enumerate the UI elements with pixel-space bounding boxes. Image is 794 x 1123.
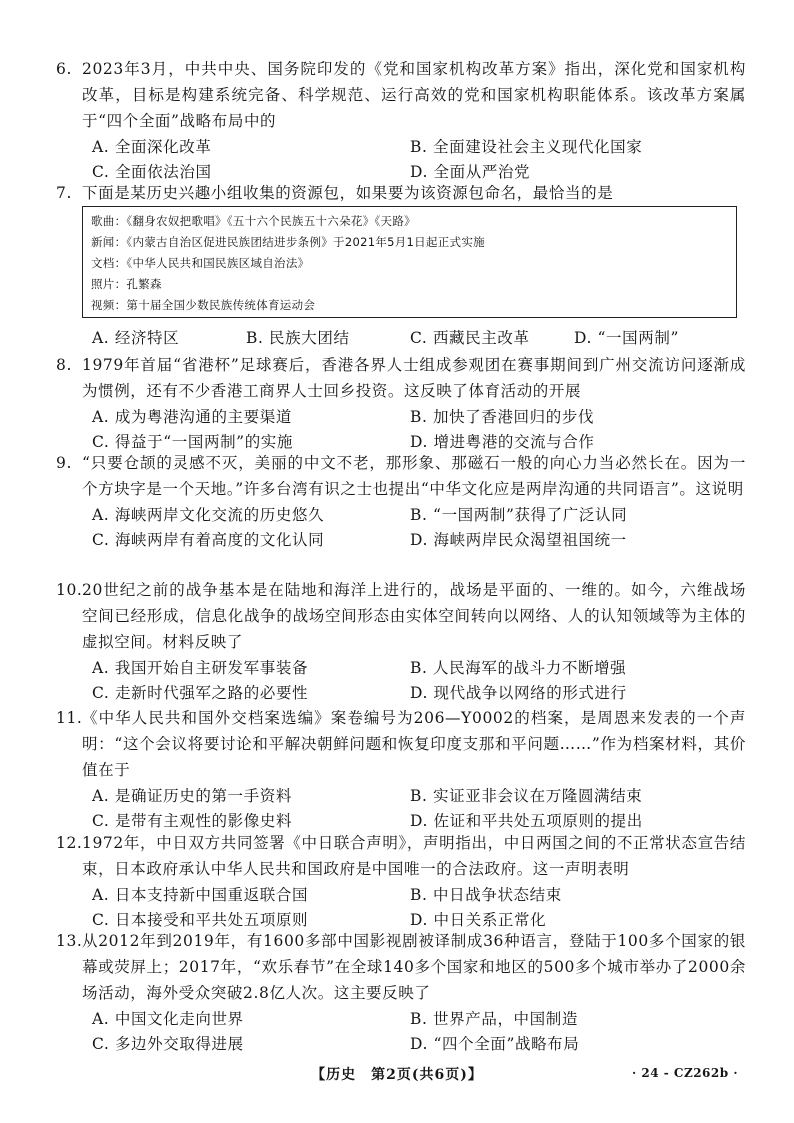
question-text: 《中华人民共和国外交档案选编》案卷编号为206—Y0002的档案，是周恩来发表的一个声明：“这个会议将要讨论和平解决朝鲜问题和恢复印度支那和平问题……”作为档案材料，其价值在于	[82, 709, 746, 779]
question-number: 9.	[56, 454, 72, 472]
question-text: 1972年，中日双方共同签署《中日联合声明》，声明指出，中日两国之间的不正常状态宣告结束，日本政府承认中华人民共和国政府是中国唯一的合法政府。这一声明表明	[82, 834, 746, 878]
resource-line-songs: 歌曲：《翻身农奴把歌唱》《五十六个民族五十六朵花》《天路》	[91, 214, 416, 228]
options	[0, 502, 794, 552]
question-6	[0, 56, 794, 184]
option-c[interactable]: C. 全面依法治国	[92, 163, 212, 181]
page-footer-label: 【历史 第2页(共6页)】	[311, 1067, 483, 1083]
options	[0, 134, 794, 184]
option-b[interactable]: B. 全面建设社会主义现代化国家	[410, 138, 643, 156]
question-stem	[56, 928, 746, 1006]
option-a[interactable]: A. 是确证历史的第一手资料	[92, 787, 292, 805]
exam-code: · 24 - CZ262b ·	[632, 1066, 738, 1080]
option-c[interactable]: C. 走新时代强军之路的必要性	[92, 684, 309, 702]
options	[0, 655, 794, 705]
options	[0, 325, 794, 351]
question-12	[0, 830, 794, 932]
question-number: 12.	[56, 834, 83, 852]
option-b[interactable]: B. 实证亚非会议在万隆圆满结束	[410, 787, 643, 805]
question-10	[0, 577, 794, 705]
option-a[interactable]: A. 中国文化走向世界	[92, 1010, 244, 1028]
resource-line-news: 新闻：《内蒙古自治区促进民族团结进步条例》于2021年5月1日起正式实施	[91, 235, 485, 249]
option-a[interactable]: A. 日本支持新中国重返联合国	[92, 886, 309, 904]
options	[0, 882, 794, 932]
options	[0, 404, 794, 454]
question-number: 13.	[56, 932, 83, 950]
question-number: 8.	[56, 356, 72, 374]
question-stem	[56, 830, 746, 882]
option-a[interactable]: A. 成为粤港沟通的主要渠道	[92, 408, 292, 426]
question-text: 20世纪之前的战争基本是在陆地和海洋上进行的，战场是平面的、一维的。如今，六维战场空间已经形成，信息化战争的战场空间形态由实体空间转向以网络、人的认知领域等为主体的虚拟空间。材料反映了	[82, 581, 746, 651]
option-a[interactable]: A. 全面深化改革	[92, 138, 212, 156]
option-b[interactable]: B. 加快了香港回归的步伐	[410, 408, 595, 426]
question-number: 11.	[56, 709, 83, 727]
question-7	[0, 180, 794, 206]
resource-line-docs: 文档：《中华人民共和国民族区域自治法》	[91, 256, 310, 270]
question-text: 2023年3月，中共中央、国务院印发的《党和国家机构改革方案》指出，深化党和国家机构改革，目标是构建系统完备、科学规范、运行高效的党和国家机构职能体系。该改革方案属于“四个全面”战略布局中的	[82, 60, 746, 130]
option-d[interactable]: D. 增进粤港的交流与合作	[410, 433, 595, 451]
option-d[interactable]: D. 佐证和平共处五项原则的提出	[410, 812, 643, 830]
question-11	[0, 705, 794, 833]
resource-line-video: 视频：第十届全国少数民族传统体育运动会	[91, 298, 316, 312]
option-d[interactable]: D. 现代战争以网络的形式进行	[410, 684, 627, 702]
question-text: 1979年首届“省港杯”足球赛后，香港各界人士组成参观团在赛事期间到广州交流访问逐渐成为惯例，还有不少香港工商界人士回乡投资。这反映了体育活动的开展	[82, 356, 746, 400]
option-b[interactable]: B. “一国两制”获得了广泛认同	[410, 506, 628, 524]
question-number: 10.	[56, 581, 83, 599]
option-b[interactable]: B. 民族大团结	[246, 329, 350, 347]
option-c[interactable]: C. 得益于“一国两制”的实施	[92, 433, 294, 451]
option-a[interactable]: A. 海峡两岸文化交流的历史悠久	[92, 506, 325, 524]
question-8	[0, 352, 794, 454]
question-text: “只要仓颉的灵感不灭，美丽的中文不老，那形象、那磁石一般的向心力当必然长在。因为一个方块字是一个天地。”许多台湾有识之士也提出“中华文化应是两岸沟通的共同语言”。这说明	[82, 454, 746, 498]
question-text: 下面是某历史兴趣小组收集的资源包，如果要为该资源包命名，最恰当的是	[82, 184, 614, 202]
question-number: 7.	[56, 184, 72, 202]
question-stem	[56, 180, 746, 206]
option-d[interactable]: D. 全面从严治党	[410, 163, 531, 181]
option-c[interactable]: C. 西藏民主改革	[410, 329, 530, 347]
option-d[interactable]: D. 海峡两岸民众渴望祖国统一	[410, 531, 627, 549]
resource-line-photo: 照片：孔繁森	[91, 277, 162, 291]
option-c[interactable]: C. 海峡两岸有着高度的文化认同	[92, 531, 325, 549]
question-9	[0, 450, 794, 552]
options	[0, 1006, 794, 1056]
question-text: 从2012年到2019年，有1600多部中国影视剧被译制成36种语言，登陆于100多个国家的银幕或荧屏上；2017年，“欢乐春节”在全球140多个国家和地区的500多个城市举办了2000余场活动，海外受众突破2.8亿人次。这主要反映了	[82, 932, 746, 1002]
option-d[interactable]: D. “四个全面”战略布局	[410, 1035, 580, 1053]
option-c[interactable]: C. 多边外交取得进展	[92, 1035, 244, 1053]
question-stem	[56, 352, 746, 404]
option-c[interactable]: C. 日本接受和平共处五项原则	[92, 911, 309, 929]
option-b[interactable]: B. 人民海军的战斗力不断增强	[410, 659, 627, 677]
option-b[interactable]: B. 世界产品，中国制造	[410, 1010, 578, 1028]
option-d[interactable]: D. 中日关系正常化	[410, 911, 547, 929]
question-stem	[56, 705, 746, 783]
question-number: 6.	[56, 60, 72, 78]
question-13	[0, 928, 794, 1056]
options	[0, 783, 794, 833]
question-7-options	[0, 325, 794, 351]
option-b[interactable]: B. 中日战争状态结束	[410, 886, 562, 904]
question-stem	[56, 450, 746, 502]
option-a[interactable]: A. 我国开始自主研发军事装备	[92, 659, 309, 677]
option-a[interactable]: A. 经济特区	[92, 329, 180, 347]
question-stem	[56, 56, 746, 134]
option-c[interactable]: C. 是带有主观性的影像史料	[92, 812, 293, 830]
option-d[interactable]: D. “一国两制”	[574, 329, 679, 347]
question-stem	[56, 577, 746, 655]
resource-pack-box	[82, 206, 737, 318]
